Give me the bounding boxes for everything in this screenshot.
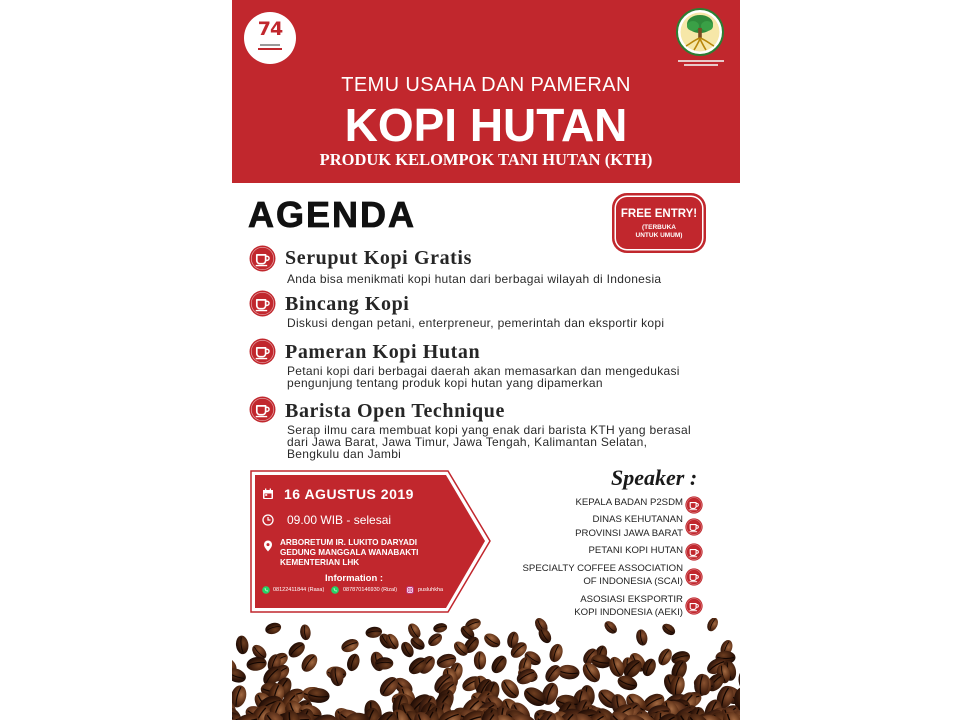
agenda-item-title: Seruput Kopi Gratis [285,247,472,269]
agenda-item-description: Bengkulu dan Jambi [287,447,402,461]
coffee-cup-icon [685,496,703,514]
coffee-cup-icon [249,396,276,423]
coffee-bean [339,637,360,655]
speaker-name: ASOSIASI EKSPORTIR [580,594,683,605]
coffee-bean [482,631,503,650]
speaker-name: SPECIALTY COFFEE ASSOCIATION [522,563,683,574]
contact-instagram: pusluhkha [418,587,444,593]
coffee-bean [232,666,248,685]
logo-caption-line [684,64,718,66]
coffee-bean [705,618,720,633]
badge-note-line: UNTUK UMUM) [635,232,683,239]
coffee-bean [299,624,311,641]
coffee-bean [432,622,448,634]
logo-caption-line [260,44,280,46]
free-entry-badge [612,193,706,253]
coffee-bean [235,635,250,655]
agenda-item-description: Serap ilmu cara membuat kopi yang enak dari barista KTH yang berasal [287,423,691,437]
agenda-item-description: Anda bisa menikmati kopi hutan dari berbagai wilayah di Indonesia [287,272,662,286]
speaker-name: DINAS KEHUTANAN [592,514,683,525]
speaker-heading: Speaker : [611,465,698,490]
coffee-bean [232,684,249,710]
event-location-line: GEDUNG MANGGALA WANABAKTI [280,548,419,557]
coffee-bean [635,628,649,646]
coffee-bean [656,646,675,667]
agenda-item-description: Petani kopi dari berbagai daerah akan memasarkan dan mengedukasi [287,364,680,378]
coffee-cup-icon [249,245,276,272]
badge-note-line: (TERBUKA [642,224,676,231]
coffee-cup-icon [249,290,276,317]
whatsapp-icon [262,586,270,594]
event-location-line: ARBORETUM IR. LUKITO DARYADI [280,538,418,547]
page-title: KOPI HUTAN [344,99,628,151]
speaker-name: KEPALA BADAN P2SDM [575,497,683,508]
coffee-bean [547,642,565,664]
event-time: 09.00 WIB - selesai [287,513,392,527]
location-pin-icon [262,540,274,552]
agenda-item-description: Diskusi dengan petani, enterpreneur, pemerintah dan eksportir kopi [287,316,665,330]
coffee-cup-icon [685,543,703,561]
coffee-bean [474,651,486,669]
agenda-item-description: pengunjung tentang produk kopi hutan yang dipamerkan [287,376,603,390]
badge-title: FREE ENTRY! [620,208,698,220]
whatsapp-icon [331,586,339,594]
contact-phone: 087870146930 (Rizal) [343,587,398,593]
event-type-heading: TEMU USAHA DAN PAMERAN [341,74,631,96]
coffee-cup-icon [685,597,703,615]
coffee-cup-icon [685,568,703,586]
coffee-bean [488,653,509,676]
coffee-bean [345,652,362,673]
clock-icon [262,514,274,526]
speaker-name: OF INDONESIA (SCAI) [583,576,683,587]
ministry-logo [676,8,724,56]
speaker-name: KOPI INDONESIA (AEKI) [574,607,683,618]
agenda-heading: AGENDA [248,194,417,235]
coffee-bean [264,621,283,636]
contact-phone: 08122411844 (Rasa) [273,587,325,593]
coffee-bean [426,631,445,649]
event-date: 16 AGUSTUS 2019 [284,486,414,502]
event-location-line: KEMENTERIAN LHK [280,558,360,567]
coffee-bean [738,668,740,691]
coffee-cup-icon [685,518,703,536]
agenda-item-title: Bincang Kopi [285,293,410,315]
speaker-name: PROVINSI JAWA BARAT [575,528,683,539]
logo-caption-line [258,48,282,50]
speaker-name: PETANI KOPI HUTAN [588,545,683,556]
agenda-item-title: Barista Open Technique [285,400,505,422]
poster [232,0,740,720]
agenda-item-description: dari Jawa Barat, Jawa Timur, Jawa Tengah, Kalimantan Selatan, [287,435,648,449]
coffee-bean [660,621,677,637]
coffee-cup-icon [249,338,276,365]
information-label: Information : [325,573,384,584]
agenda-item-title: Pameran Kopi Hutan [285,341,481,363]
coffee-bean [298,651,320,675]
anniversary-logo [244,12,296,64]
coffee-bean [286,639,308,661]
coffee-bean [602,619,619,636]
calendar-icon [262,488,274,500]
coffee-bean [557,664,580,681]
anniversary-logo-number: 74 [257,18,283,40]
logo-caption-line [678,60,724,62]
page-subtitle: PRODUK KELOMPOK TANI HUTAN (KTH) [319,150,653,169]
instagram-icon [406,586,414,594]
coffee-beans-image [232,618,740,720]
